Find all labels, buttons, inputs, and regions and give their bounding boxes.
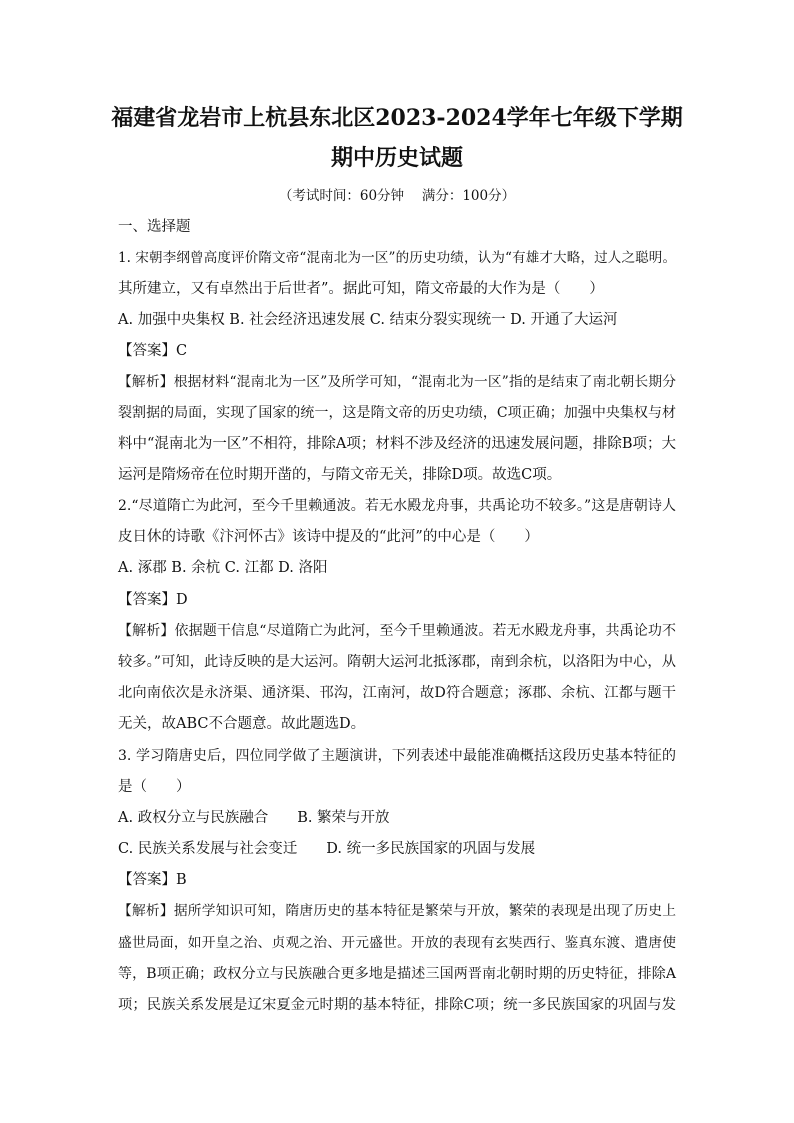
document-title-line1: 福建省龙岩市上杭县东北区2023-2024学年七年级下学期 [111, 105, 683, 131]
q1-analysis-line4: 运河是隋炀帝在位时期开凿的，与隋文帝无关，排除D项。故选C项。 [118, 467, 562, 483]
q3-analysis-line4: 项；民族关系发展是辽宋夏金元时期的基本特征，排除C项；统一多民族国家的巩固与发 [118, 997, 676, 1013]
q2-analysis-line4: 无关，故ABC不合题意。故此题选D。 [118, 716, 366, 732]
q3-options-line1: A. 政权分立与民族融合 B. 繁荣与开放 [118, 810, 390, 826]
q3-analysis-line2: 盛世局面，如开皇之治、贞观之治、开元盛世。开放的表现有玄奘西行、鉴真东渡、遣唐使 [118, 935, 676, 951]
q3-answer: 【答案】B [118, 872, 187, 888]
q3-analysis-line1: 【解析】据所学知识可知，隋唐历史的基本特征是繁荣与开放，繁荣的表现是出现了历史上 [118, 903, 676, 919]
q1-stem-line1: 1. 宋朝李纲曾高度评价隋文帝“混南北为一区”的历史功绩，认为“有雄才大略，过人之聪明。 [118, 250, 676, 266]
q1-options: A. 加强中央集权 B. 社会经济迅速发展 C. 结束分裂实现统一 D. 开通了大运河 [118, 312, 618, 328]
q1-analysis-line3: 料中“混南北为一区”不相符，排除A项；材料不涉及经济的迅速发展问题，排除B项；大 [118, 436, 676, 452]
q2-analysis-line2: 较多。”可知，此诗反映的是大运河。隋朝大运河北抵涿郡，南到余杭，以洛阳为中心，从 [118, 654, 676, 670]
q1-stem-line2: 其所建立，又有卓然出于后世者”。据此可知，隋文帝最的大作为是（ ） [118, 281, 604, 297]
section-heading: 一、选择题 [118, 219, 191, 235]
q2-stem-line2: 皮日休的诗歌《汴河怀古》该诗中提及的“此河”的中心是（ ） [118, 529, 539, 545]
q2-analysis-line3: 北向南依次是永济渠、通济渠、邗沟，江南河，故D符合题意；涿郡、余杭、江都与题干 [118, 685, 676, 701]
q2-stem-line1: 2.“尽道隋亡为此河，至今千里赖通波。若无水殿龙舟事，共禹论功不较多。”这是唐朝诗人 [118, 498, 676, 514]
q3-stem-line2: 是（ ） [118, 779, 191, 795]
q2-options: A. 涿郡 B. 余杭 C. 江都 D. 洛阳 [118, 560, 328, 576]
exam-info: （考试时间：60分钟 满分：100分） [278, 188, 516, 204]
q3-options-line2: C. 民族关系发展与社会变迁 D. 统一多民族国家的巩固与发展 [118, 841, 536, 857]
document-title-line2: 期中历史试题 [330, 145, 463, 171]
q3-analysis-line3: 等，B项正确；政权分立与民族融合更多地是描述三国两晋南北朝时期的历史特征，排除A [118, 966, 676, 982]
q2-answer: 【答案】D [118, 592, 188, 608]
q2-analysis-line1: 【解析】依据题干信息“尽道隋亡为此河，至今千里赖通波。若无水殿龙舟事，共禹论功不 [118, 623, 676, 639]
q3-stem-line1: 3. 学习隋唐史后，四位同学做了主题演讲，下列表述中最能准确概括这段历史基本特征的 [118, 748, 676, 764]
q1-analysis-line1: 【解析】根据材料“混南北为一区”及所学可知，“混南北为一区”指的是结束了南北朝长期分 [118, 374, 676, 390]
q1-analysis-line2: 裂割据的局面，实现了国家的统一，这是隋文帝的历史功绩，C项正确；加强中央集权与材 [118, 405, 676, 421]
q1-answer: 【答案】C [118, 343, 188, 359]
